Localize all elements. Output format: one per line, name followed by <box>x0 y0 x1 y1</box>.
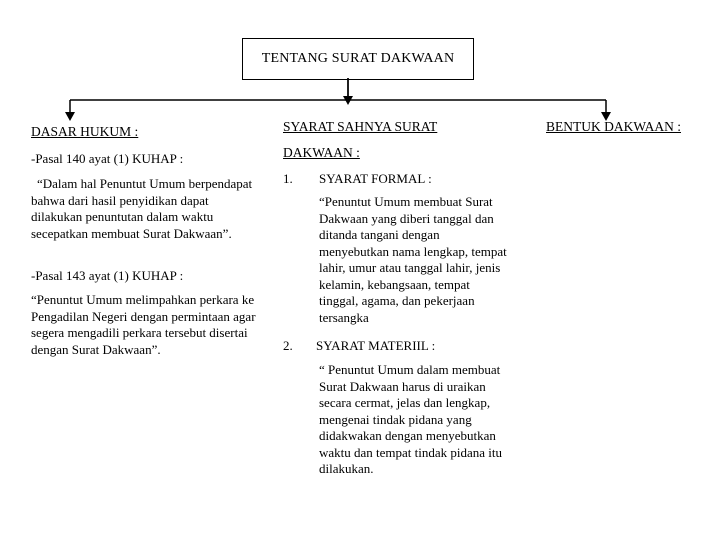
quote-pasal-140: “Dalam hal Penuntut Umum berpendapat bahwa dari hasil penyidikan dapat dilakukan penuntutan dalam waktu secepatkan membuat Surat Dakwaan”. <box>31 176 253 241</box>
diagram-title: TENTANG SURAT DAKWAAN <box>261 51 455 66</box>
item1-number: 1. <box>283 171 293 186</box>
item2-number: 2. <box>283 338 293 353</box>
pasal-143: -Pasal 143 ayat (1) KUHAP : <box>31 268 184 283</box>
quote-pasal-143: “Penuntut Umum melimpahkan perkara ke Pengadilan Negeri dengan permintaan agar segera mengadili perkara tersebut disertai dengan Surat Dakwaan”. <box>31 292 256 357</box>
left-heading: DASAR HUKUM : <box>31 124 139 139</box>
right-heading: BENTUK DAKWAAN : <box>546 119 681 134</box>
syarat-materiil-text: “ Penuntut Umum dalam membuat Surat Dakwaan harus di uraikan secara cermat, jelas dan lengkap, mengenai tindak pidana yang didakwakan dengan menyebutkan waktu dan tempat tindak pidana itu dilakukan. <box>319 362 503 476</box>
syarat-materiil-title: SYARAT MATERIIL : <box>316 338 436 353</box>
pasal-140: -Pasal 140 ayat (1) KUHAP : <box>31 151 184 166</box>
syarat-formal-title: SYARAT FORMAL : <box>319 171 432 186</box>
middle-heading-line1: SYARAT SAHNYA SURAT <box>283 119 438 134</box>
left-arrow-head <box>65 112 75 121</box>
middle-heading-line2: DAKWAAN : <box>283 145 360 160</box>
syarat-formal-text: “Penuntut Umum membuat Surat Dakwaan yang diberi tanggal dan ditanda tangani dengan menyebutkan nama lengkap, tempat lahir, umur atau tanggal lahir, jenis kelamin, kebangsaan, tempat tinggal, agama, dan pekerjaan tersangka <box>319 194 507 325</box>
